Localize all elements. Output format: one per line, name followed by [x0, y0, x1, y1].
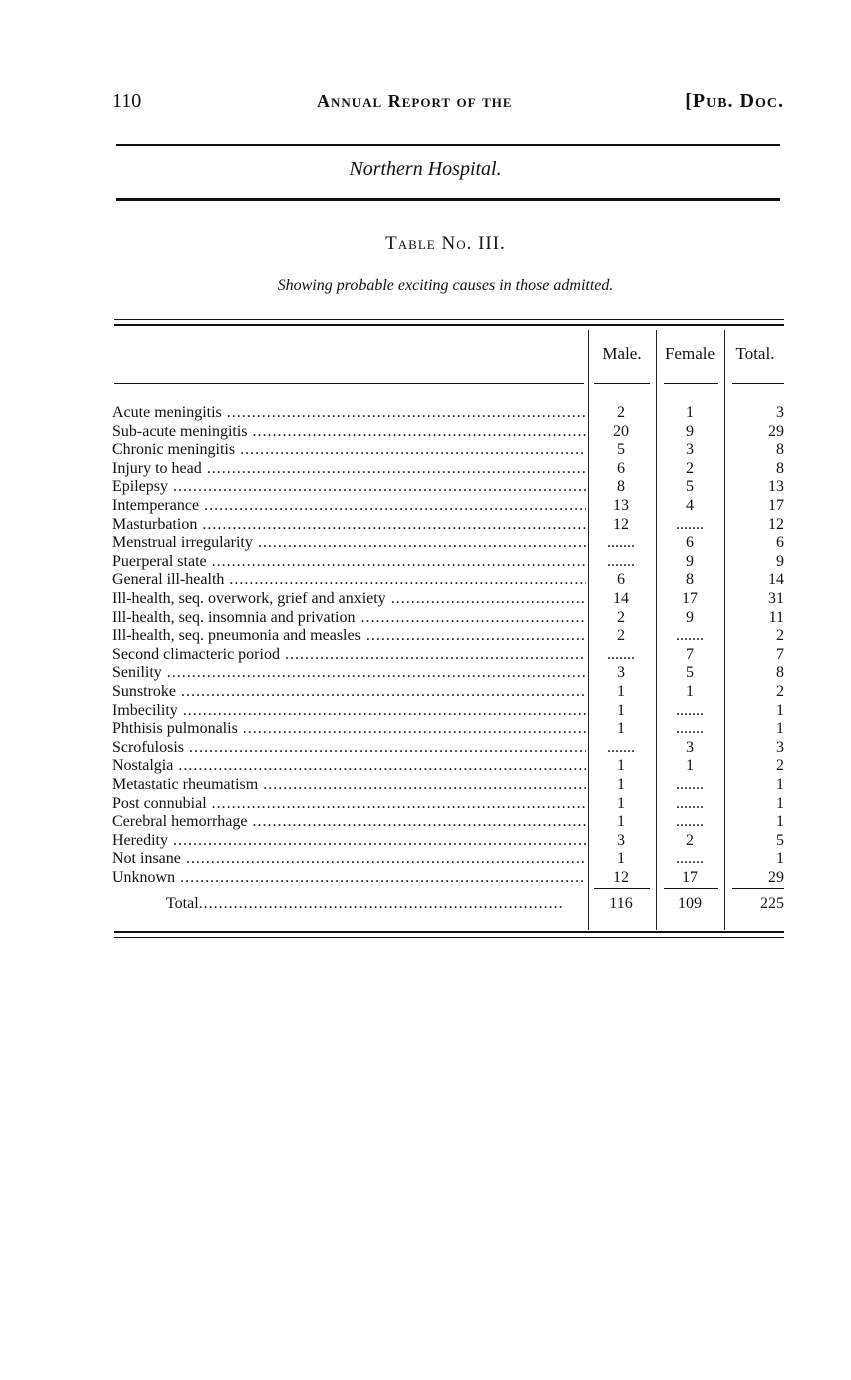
total-count: 8	[776, 459, 784, 477]
column-header-male: Male.	[602, 344, 642, 363]
total-count: 1	[776, 776, 784, 793]
table-top-rule-1	[114, 319, 784, 320]
cause-label: Metastatic rheumatism .....	[112, 776, 586, 794]
cause-label: Sub-acute meningitis .....	[112, 423, 586, 441]
male-count: 1	[617, 813, 625, 831]
header-underline-label	[114, 383, 584, 384]
cause-label: Chronic meningitis .....	[112, 441, 586, 459]
total-label: Total .....	[166, 895, 586, 913]
male-count: .......	[607, 738, 635, 756]
total-count: 11	[768, 608, 784, 626]
table-row	[112, 757, 784, 776]
female-count: .......	[676, 776, 704, 793]
male-count: 2	[617, 608, 625, 626]
table-row	[112, 720, 784, 739]
running-title: Annual Report of the	[317, 91, 513, 111]
total-row	[112, 895, 784, 915]
cause-label: Sunstroke .....	[112, 683, 586, 701]
female-count: 17	[682, 869, 698, 886]
cause-label: Ill-health, seq. insomnia and privation .....	[112, 609, 586, 627]
table-row	[112, 702, 784, 721]
male-count: 1	[617, 794, 625, 812]
total-count: 29	[768, 422, 784, 440]
total-count: 5	[776, 831, 784, 849]
female-count: 4	[686, 497, 694, 514]
grand-total: 225	[760, 895, 784, 912]
female-count: 7	[686, 645, 694, 663]
male-count: 1	[617, 850, 625, 868]
table-row	[112, 850, 784, 869]
total-count: 1	[776, 813, 784, 831]
cause-label: Nostalgia .....	[112, 757, 586, 775]
total-count: 17	[768, 497, 784, 514]
total-count: 13	[768, 478, 784, 496]
column-header-total: Total.	[735, 344, 775, 363]
cause-label: Heredity .....	[112, 832, 586, 850]
total-count: 2	[776, 683, 784, 700]
total-count: 1	[776, 701, 784, 719]
header-rule-bottom	[116, 198, 780, 201]
header-underline-male	[594, 383, 650, 384]
table-bottom-rule-2	[114, 937, 784, 938]
male-count: 20	[613, 422, 629, 440]
female-count: 17	[682, 590, 698, 607]
female-count: .......	[676, 515, 704, 533]
cause-label: Acute meningitis .....	[112, 404, 586, 422]
cause-label: Imbecility .....	[112, 702, 586, 720]
table-row	[112, 869, 784, 888]
total-count: 7	[776, 645, 784, 663]
total-count: 29	[768, 869, 784, 886]
cause-label: Intemperance .....	[112, 497, 586, 515]
cause-label: Post connubial .....	[112, 795, 586, 813]
total-male: 116	[609, 895, 633, 912]
female-count: 1	[686, 404, 694, 421]
male-count: 6	[617, 571, 625, 589]
table-bottom-rule-1	[114, 931, 784, 933]
running-header	[112, 90, 784, 114]
table-row	[112, 516, 784, 535]
total-count: 12	[768, 515, 784, 533]
cause-label: Ill-health, seq. overwork, grief and anxiety .....	[112, 590, 586, 608]
cause-label: Injury to head .....	[112, 460, 586, 478]
table-row	[112, 460, 784, 479]
total-count: 2	[776, 627, 784, 645]
cause-label: Second climacteric poriod .....	[112, 646, 586, 664]
female-count: 9	[686, 422, 694, 440]
female-count: .......	[676, 720, 704, 738]
male-count: .......	[607, 645, 635, 663]
cause-label: Not insane .....	[112, 850, 586, 868]
female-count: 3	[686, 441, 694, 459]
total-count: 3	[776, 738, 784, 756]
male-count: 12	[613, 869, 629, 886]
header-underline-female	[664, 383, 718, 384]
cause-label: Scrofulosis .....	[112, 739, 586, 757]
female-count: 8	[686, 571, 694, 589]
female-count: .......	[676, 701, 704, 719]
section-title: Northern Hospital.	[349, 158, 502, 180]
cause-label: Menstrual irregularity .....	[112, 534, 586, 552]
total-count: 1	[776, 794, 784, 812]
female-count: 1	[686, 757, 694, 775]
table-row	[112, 478, 784, 497]
total-count: 3	[776, 404, 784, 421]
table-row	[112, 739, 784, 758]
sum-rule-male	[594, 888, 650, 889]
table-title: Table No. III.	[385, 233, 506, 254]
table-row	[112, 813, 784, 832]
female-count: .......	[676, 813, 704, 831]
sum-rule-total	[732, 888, 784, 889]
header-rule-top	[116, 144, 780, 146]
male-count: 1	[617, 720, 625, 738]
male-count: 1	[617, 776, 625, 793]
table-row	[112, 553, 784, 572]
table-row	[112, 404, 784, 423]
male-count: 3	[617, 664, 625, 682]
female-count: 1	[686, 683, 694, 700]
total-female: 109	[678, 895, 702, 912]
table-row	[112, 534, 784, 553]
female-count: .......	[676, 794, 704, 812]
table-top-rule-2	[114, 324, 784, 326]
table-row	[112, 627, 784, 646]
table-row	[112, 441, 784, 460]
column-header-female: Female	[664, 344, 716, 363]
table-row	[112, 590, 784, 609]
male-count: 1	[617, 683, 625, 700]
female-count: .......	[676, 850, 704, 868]
male-count: 8	[617, 478, 625, 496]
table-row	[112, 664, 784, 683]
female-count: .......	[676, 627, 704, 645]
sum-rule-female	[664, 888, 718, 889]
male-count: .......	[607, 534, 635, 552]
table-row	[112, 832, 784, 851]
table-row	[112, 683, 784, 702]
table-row	[112, 795, 784, 814]
male-count: 1	[617, 757, 625, 775]
male-count: 3	[617, 831, 625, 849]
female-count: 9	[686, 552, 694, 570]
total-count: 31	[768, 590, 784, 607]
cause-label: General ill-health .....	[112, 571, 586, 589]
total-count: 1	[776, 850, 784, 868]
table-row	[112, 497, 784, 516]
table-row	[112, 609, 784, 628]
table-row	[112, 776, 784, 795]
cause-label: Phthisis pulmonalis .....	[112, 720, 586, 738]
cause-label: Cerebral hemorrhage .....	[112, 813, 586, 831]
female-count: 2	[686, 459, 694, 477]
header-underline-total	[732, 383, 784, 384]
female-count: 5	[686, 664, 694, 682]
table-row	[112, 423, 784, 442]
table-row	[112, 646, 784, 665]
male-count: 14	[613, 590, 629, 607]
table-subtitle: Showing probable exciting causes in those admitted.	[277, 277, 614, 294]
female-count: 9	[686, 608, 694, 626]
female-count: 3	[686, 738, 694, 756]
total-count: 14	[768, 571, 784, 589]
total-count: 9	[776, 552, 784, 570]
cause-label: Epilepsy .....	[112, 478, 586, 496]
female-count: 2	[686, 831, 694, 849]
male-count: 13	[613, 497, 629, 514]
female-count: 6	[686, 534, 694, 552]
cause-label: Masturbation .....	[112, 516, 586, 534]
total-count: 8	[776, 441, 784, 459]
cause-label: Senility .....	[112, 664, 586, 682]
total-count: 8	[776, 664, 784, 682]
male-count: 6	[617, 459, 625, 477]
cause-label: Unknown .....	[112, 869, 586, 887]
total-count: 6	[776, 534, 784, 552]
page-number: 110	[112, 90, 142, 112]
cause-label: Ill-health, seq. pneumonia and measles .....	[112, 627, 586, 645]
total-count: 1	[776, 720, 784, 738]
male-count: 1	[617, 701, 625, 719]
female-count: 5	[686, 478, 694, 496]
male-count: 2	[617, 627, 625, 645]
table-row	[112, 571, 784, 590]
male-count: 12	[613, 515, 629, 533]
male-count: 5	[617, 441, 625, 459]
total-count: 2	[776, 757, 784, 775]
cause-label: Puerperal state .....	[112, 553, 586, 571]
male-count: 2	[617, 404, 625, 421]
document-reference: [Pub. Doc.	[685, 90, 784, 112]
male-count: .......	[607, 552, 635, 570]
